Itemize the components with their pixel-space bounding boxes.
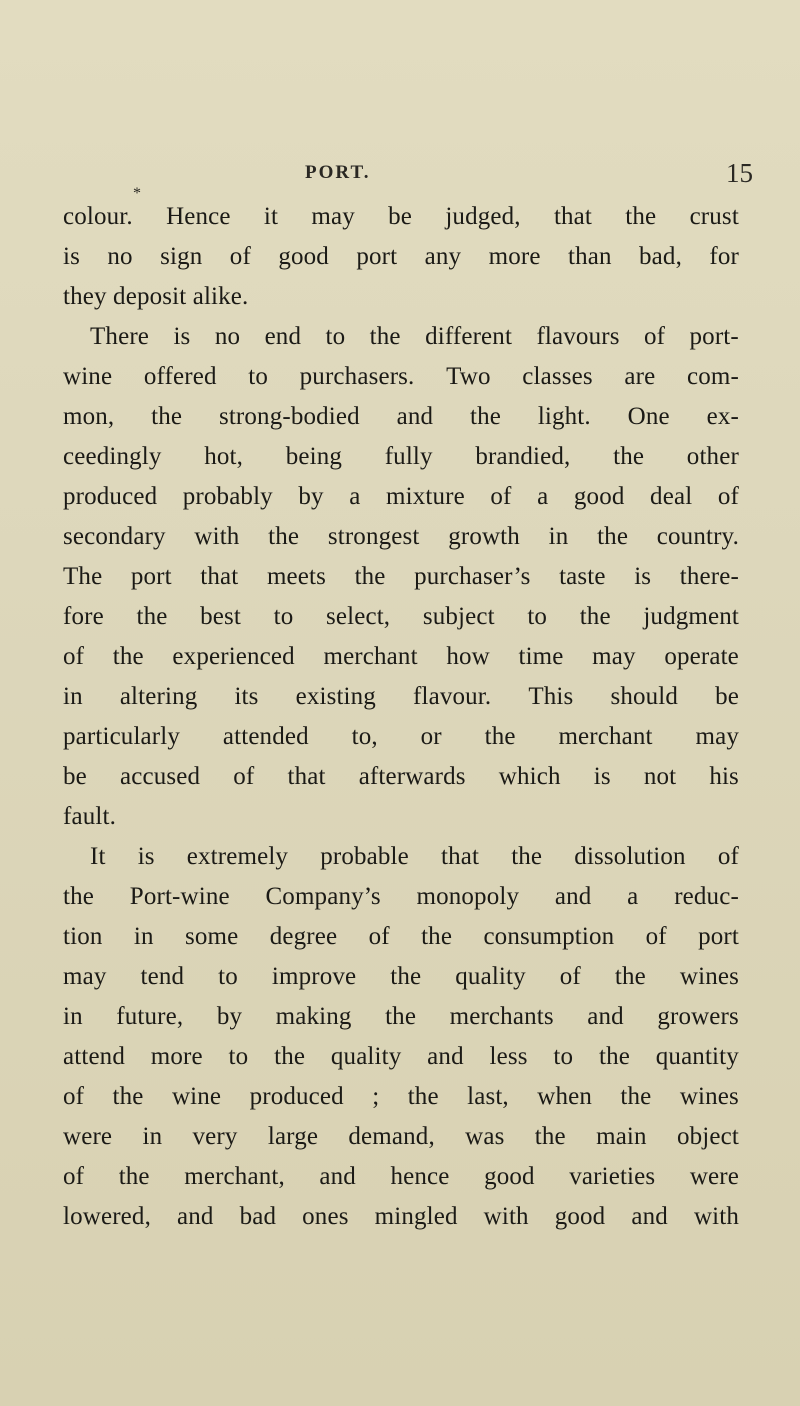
text-line: be accused of that afterwards which is not his xyxy=(63,763,739,790)
page-number: 15 xyxy=(726,158,753,188)
text-line: particularly attended to, or the merchant may xyxy=(63,723,739,750)
text-line: ceedingly hot, being fully brandied, the other xyxy=(63,443,739,470)
text-line: they deposit alike. xyxy=(63,283,249,310)
body-text xyxy=(63,197,739,1237)
text-line: lowered, and bad ones mingled with good and with xyxy=(63,1203,739,1230)
text-line: colour. Hence it may be judged, that the crust xyxy=(63,203,739,230)
page-header xyxy=(0,158,800,192)
text-line: fore the best to select, subject to the judgment xyxy=(63,603,739,630)
text-line: in future, by making the merchants and growers xyxy=(63,1003,739,1030)
text-line: secondary with the strongest growth in the country. xyxy=(63,523,739,550)
text-line: of the experienced merchant how time may operate xyxy=(63,643,739,670)
text-line: The port that meets the purchaser’s taste is there- xyxy=(63,563,739,590)
text-line: wine offered to purchasers. Two classes are com- xyxy=(63,363,739,390)
text-line: mon, the strong-bodied and the light. One ex- xyxy=(63,403,739,430)
text-line: is no sign of good port any more than bad, for xyxy=(63,243,739,270)
text-line: in altering its existing flavour. This should be xyxy=(63,683,739,710)
text-line: produced probably by a mixture of a good deal of xyxy=(63,483,739,510)
text-line: There is no end to the different flavours of port- xyxy=(90,323,739,350)
text-line: were in very large demand, was the main object xyxy=(63,1123,739,1150)
text-line: the Port-wine Company’s monopoly and a reduc- xyxy=(63,883,739,910)
text-line: attend more to the quality and less to the quantity xyxy=(63,1043,739,1070)
text-line: may tend to improve the quality of the wines xyxy=(63,963,739,990)
footnote-mark: * xyxy=(133,185,141,202)
text-line: fault. xyxy=(63,803,116,830)
text-line: of the wine produced ; the last, when the wines xyxy=(63,1083,739,1110)
text-line: of the merchant, and hence good varieties were xyxy=(63,1163,739,1190)
text-line: tion in some degree of the consumption of port xyxy=(63,923,739,950)
text-line: It is extremely probable that the dissolution of xyxy=(90,843,739,870)
running-head: PORT. xyxy=(305,162,371,183)
